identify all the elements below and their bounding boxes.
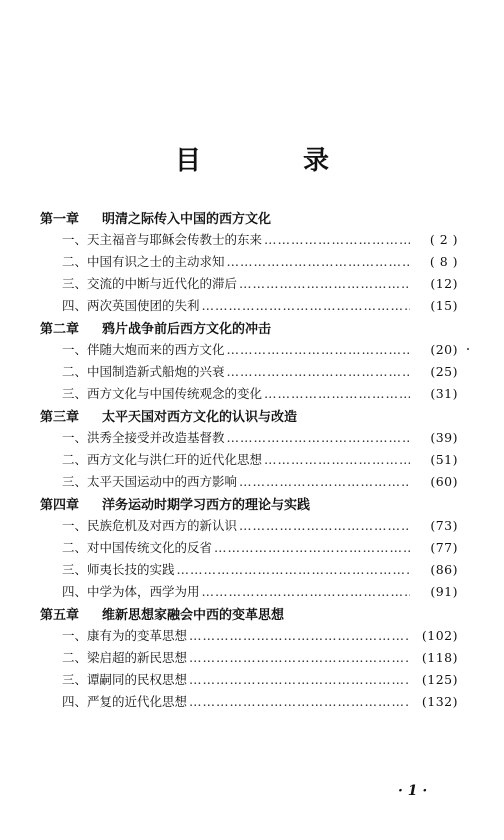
section-number: 三、	[62, 386, 88, 401]
toc-entry	[40, 294, 458, 316]
page-title: 目 录	[174, 146, 367, 176]
chapter-title: 洋务运动时期学习西方的理论与实践	[102, 497, 311, 513]
toc-entry	[40, 668, 458, 690]
section-title: 谭嗣同的民权思想	[87, 672, 188, 687]
chapter-heading	[40, 602, 458, 624]
section-page-number: (39)	[430, 429, 458, 445]
chapter-number: 第三章	[40, 409, 80, 425]
section-number: 二、	[62, 452, 88, 467]
dot-leader	[202, 298, 410, 313]
toc-entry	[40, 580, 458, 602]
section-page-number: (25)	[430, 363, 458, 379]
section-title: 中学为体，西学为用	[87, 584, 200, 599]
section-page-number: (73)	[430, 517, 458, 533]
toc-entry	[40, 536, 458, 558]
chapter-number: 第一章	[40, 211, 80, 227]
section-title: 中国有识之士的主动求知	[87, 254, 225, 269]
section-number: 四、	[62, 298, 88, 313]
dot-leader	[239, 474, 410, 489]
section-title: 中国制造新式船炮的兴衰	[87, 364, 225, 379]
dot-leader	[227, 254, 410, 269]
dot-leader	[264, 386, 410, 401]
dot-leader	[189, 672, 410, 687]
section-number: 二、	[62, 540, 88, 555]
chapter-heading	[40, 316, 458, 338]
section-title: 严复的近代化思想	[87, 694, 188, 709]
toc-entry	[40, 250, 458, 272]
toc-entry	[40, 514, 458, 536]
dot-leader	[202, 584, 410, 599]
section-page-number: ( 2 )	[429, 231, 458, 247]
toc-entry	[40, 382, 458, 404]
toc-entry	[40, 690, 458, 712]
toc-entry	[40, 228, 458, 250]
section-number: 一、	[62, 232, 88, 247]
section-page-number: (77)	[430, 539, 458, 555]
toc-entry	[40, 426, 458, 448]
table-of-contents	[40, 206, 458, 712]
dot-leader	[189, 694, 410, 709]
dot-leader	[239, 276, 410, 291]
section-title: 洪秀全接受并改造基督教	[87, 430, 225, 445]
dot-leader	[227, 430, 410, 445]
section-number: 三、	[62, 474, 88, 489]
section-number: 二、	[62, 650, 88, 665]
section-number: 一、	[62, 342, 88, 357]
section-page-number: (132)	[421, 693, 458, 709]
toc-entry	[40, 470, 458, 492]
scan-speck	[467, 348, 469, 350]
dot-leader	[264, 452, 410, 467]
section-title: 天主福音与耶稣会传教士的东来	[87, 232, 263, 247]
toc-entry	[40, 272, 458, 294]
section-number: 二、	[62, 364, 88, 379]
toc-entry	[40, 558, 458, 580]
section-page-number: (86)	[430, 561, 458, 577]
chapter-heading	[40, 206, 458, 228]
section-number: 四、	[62, 694, 88, 709]
dot-leader	[214, 540, 410, 555]
chapter-heading	[40, 404, 458, 426]
dot-leader	[189, 650, 410, 665]
chapter-number: 第四章	[40, 497, 80, 513]
page-number: · 1 ·	[398, 783, 428, 799]
section-number: 四、	[62, 584, 88, 599]
section-page-number: (60)	[430, 473, 458, 489]
chapter-heading	[40, 492, 458, 514]
chapter-number: 第五章	[40, 607, 80, 623]
toc-entry	[40, 624, 458, 646]
section-number: 一、	[62, 628, 88, 643]
dot-leader	[227, 342, 410, 357]
section-page-number: (31)	[430, 385, 458, 401]
section-page-number: (91)	[430, 583, 458, 599]
section-number: 一、	[62, 430, 88, 445]
dot-leader	[227, 364, 410, 379]
section-page-number: (118)	[421, 649, 458, 665]
section-number: 三、	[62, 562, 88, 577]
toc-entry	[40, 360, 458, 382]
section-title: 交流的中断与近代化的滞后	[87, 276, 238, 291]
toc-entry	[40, 338, 458, 360]
section-page-number: (125)	[421, 671, 458, 687]
section-title: 西方文化与洪仁玕的近代化思想	[87, 452, 263, 467]
chapter-title: 明清之际传入中国的西方文化	[102, 211, 272, 227]
section-title: 伴随大炮而来的西方文化	[87, 342, 225, 357]
section-number: 一、	[62, 518, 88, 533]
section-title: 西方文化与中国传统观念的变化	[87, 386, 263, 401]
dot-leader	[177, 562, 410, 577]
section-title: 对中国传统文化的反省	[87, 540, 213, 555]
section-number: 二、	[62, 254, 88, 269]
chapter-title: 鸦片战争前后西方文化的冲击	[102, 321, 272, 337]
section-page-number: (20)	[430, 341, 458, 357]
section-title: 师夷长技的实践	[87, 562, 175, 577]
section-title: 梁启超的新民思想	[87, 650, 188, 665]
section-number: 三、	[62, 276, 88, 291]
section-page-number: (12)	[430, 275, 458, 291]
section-title: 太平天国运动中的西方影响	[87, 474, 238, 489]
section-number: 三、	[62, 672, 88, 687]
section-title: 民族危机及对西方的新认识	[87, 518, 238, 533]
chapter-title: 太平天国对西方文化的认识与改造	[102, 409, 298, 425]
dot-leader	[189, 628, 410, 643]
toc-entry	[40, 448, 458, 470]
dot-leader	[239, 518, 410, 533]
section-page-number: (51)	[430, 451, 458, 467]
dot-leader	[264, 232, 410, 247]
section-page-number: (15)	[430, 297, 458, 313]
section-page-number: (102)	[421, 627, 458, 643]
section-title: 康有为的变革思想	[87, 628, 188, 643]
chapter-title: 维新思想家融会中西的变革思想	[102, 607, 285, 623]
section-title: 两次英国使团的失利	[87, 298, 200, 313]
toc-entry	[40, 646, 458, 668]
section-page-number: ( 8 )	[429, 253, 458, 269]
chapter-number: 第二章	[40, 321, 80, 337]
